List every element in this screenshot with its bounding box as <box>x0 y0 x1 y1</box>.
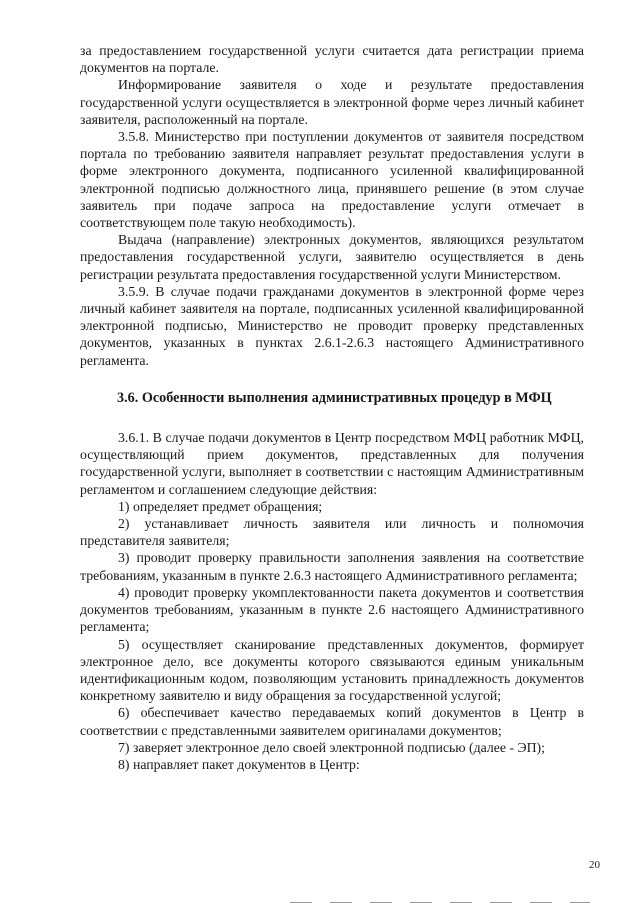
list-item: 3) проводит проверку правильности заполнения заявления на соответствие требованиям, указанным в пункте 2.6.3 настоящего Административного регламента; <box>80 550 584 583</box>
document-body <box>80 42 584 773</box>
list-item: 8) направляет пакет документов в Центр: <box>118 756 360 772</box>
list-item: 6) обеспечивает качество передаваемых копий документов в Центр в соответствии с представленными заявителем оригиналами документов; <box>80 705 584 738</box>
scan-artifact-divider <box>290 902 590 903</box>
list-item: 7) заверяет электронное дело своей электронной подписью (далее - ЭП); <box>118 739 545 755</box>
list-item: 5) осуществляет сканирование представленных документов, формирует электронное дело, все документы которого связываются единым уникальным идентификационным кодом, позволяющим установить принадлежность документов конкретному заявителю и виду обращения за государственной услугой; <box>80 636 584 704</box>
paragraph-3-6-1: 3.6.1. В случае подачи документов в Центр посредством МФЦ работник МФЦ, осуществляющий прием документов, представленных для получения государственной услуги, выполняет в соответствии с настоящим Административным регламентом и соглашением следующие действия: <box>80 430 584 497</box>
paragraph-3-5-9: 3.5.9. В случае подачи гражданами документов в электронной форме через личный кабинет заявителя на портале, подписанных усиленной квалифицированной электронной подписью, Министерство не проводит проверку представленных документов, указанных в пунктах 2.6.1-2.6.3 настоящего Административного регламента. <box>80 283 584 368</box>
paragraph-informing: Информирование заявителя о ходе и результате предоставления государственной услуги осуществляется в электронной форме через личный кабинет заявителя, расположенный на портале. <box>80 77 584 127</box>
page-number: 20 <box>589 859 600 871</box>
paragraph-3-5-8: 3.5.8. Министерство при поступлении документов от заявителя посредством портала по требованию заявителя направляет результат предоставления услуги в форме электронного документа, подписанного усиленной квалифицированной электронной подписью должностного лица, принявшего решение (в этом случае заявитель при подаче запроса на предоставление услуги отмечает в соответствующем поле такую необходимость). <box>80 129 584 231</box>
list-item: 2) устанавливает личность заявителя или личность и полномочия представителя заявителя; <box>80 516 584 549</box>
paragraph-issuance: Выдача (направление) электронных документов, являющихся результатом предоставления государственной услуги, заявителю осуществляется в день регистрации результата предоставления государственной услуги Министерством. <box>80 232 584 282</box>
list-item: 1) определяет предмет обращения; <box>118 498 323 514</box>
list-item: 4) проводит проверку укомплектованности пакета документов и соответствия документов требованиям, указанным в пункте 2.6 настоящего Административного регламента; <box>80 584 584 635</box>
paragraph-continuation: за предоставлением государственной услуги считается дата регистрации приема документов на портале. <box>80 43 584 76</box>
section-heading: 3.6. Особенности выполнения административных процедур в МФЦ <box>117 389 552 406</box>
